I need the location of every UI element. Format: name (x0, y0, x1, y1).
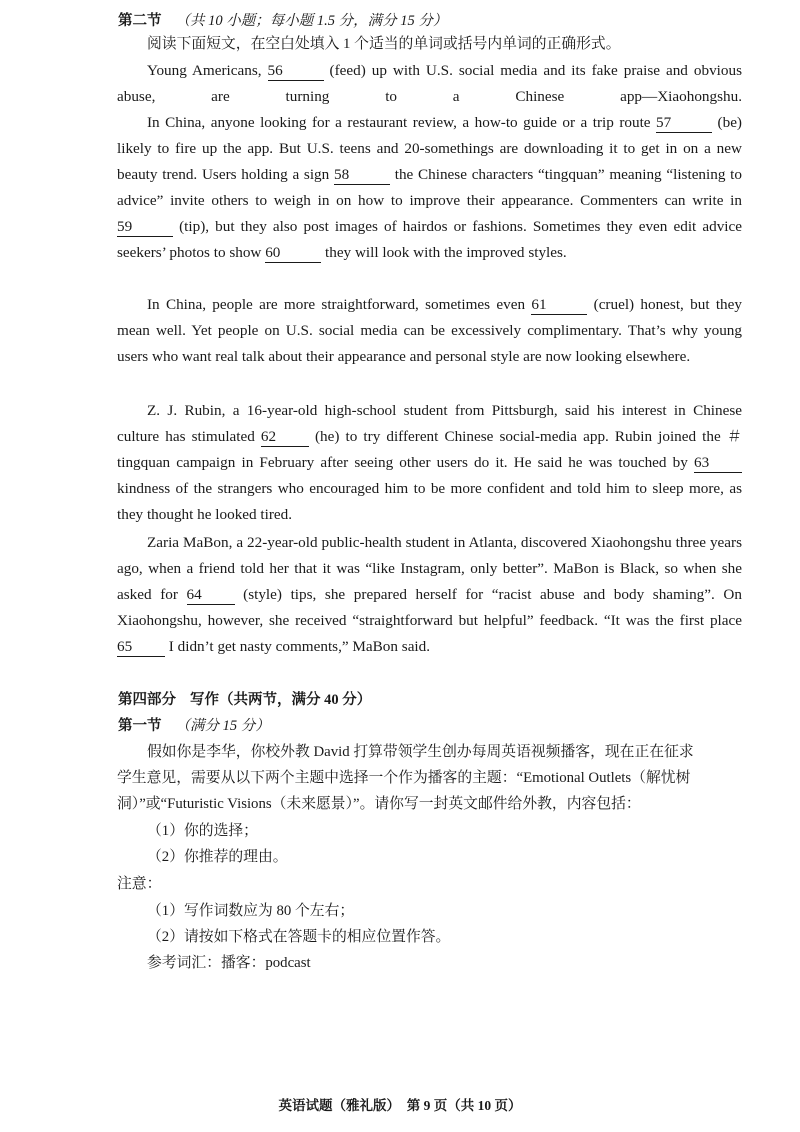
text-run: (cruel) honest, but they mean well. Yet people on U.S. social media can be excessively complimentary. That’s why young users who want real talk about their appearance and personal style are now looking elsewhere. (117, 296, 742, 365)
content-item-1: （1）你的选择； (147, 823, 258, 839)
prompt-line-3: 洞）”或“Futuristic Visions（未来愿景）”。请你写一封英文邮件给外教，内容包括： (117, 796, 641, 812)
section2-note: （共 10 小题；每小题 1.5 分，满分 15 分） (175, 13, 448, 29)
part4-heading (118, 690, 758, 710)
blank-57[interactable]: 57 (656, 113, 712, 133)
passage-paragraph-1 (117, 58, 742, 110)
text-run: Young Americans, (147, 62, 268, 79)
page-footer: 英语试题（雅礼版） 第 9 页（共 10 页） (278, 1098, 522, 1113)
prompt-line-2: 学生意见，需要从以下两个主题中选择一个作为播客的主题：“Emotional Outlets（解忧树 (117, 770, 691, 786)
text-run: they will look with the improved styles. (321, 244, 567, 261)
passage-paragraph-4 (117, 398, 742, 528)
section1-title: 第一节 (118, 718, 162, 734)
prompt-line-1: 假如你是李华，你校外教 David 打算带领学生创办每周英语视频播客，现在正在征求 (147, 744, 694, 760)
text-run: I didn’t get nasty comments,” MaBon said. (165, 638, 431, 655)
text-run: In China, people are more straightforward, sometimes even (147, 296, 532, 313)
section2-title: 第二节 (118, 13, 162, 29)
text-run: In China, anyone looking for a restaurant review, a how-to guide or a trip route (147, 114, 657, 131)
blank-65[interactable]: 65 (117, 637, 165, 657)
notes-label: 注意： (117, 876, 162, 892)
passage-paragraph-2 (117, 110, 742, 266)
blank-59[interactable]: 59 (117, 217, 173, 237)
text-run: (feed) up with U.S. social media and its fake praise and obvious abuse, are turning to a Chinese app—Xiaohongshu. (117, 62, 742, 105)
blank-64[interactable]: 64 (187, 585, 235, 605)
blank-60[interactable]: 60 (265, 243, 321, 263)
part4-title: 第四部分 (118, 692, 176, 708)
content-item-2: （2）你推荐的理由。 (147, 849, 288, 865)
section2-instruction: 阅读下面短文，在空白处填入 1 个适当的单词或括号内单词的正确形式。 (147, 36, 621, 52)
text-run: Zaria MaBon, a 22-year-old public-health student in Atlanta, discovered Xiaohongshu three years ago, when a friend told her that it was “like Instagram, only better”. MaBon is Black, so when she asked for (117, 534, 742, 603)
blank-63[interactable]: 63 (694, 453, 742, 473)
vocabulary-hint: 参考词汇：播客：podcast (147, 955, 311, 971)
writing-section1-heading (118, 716, 758, 736)
blank-58[interactable]: 58 (334, 165, 390, 185)
text-run: (he) to try different Chinese social-media app. Rubin joined the ＃tingquan campaign in February after seeing other users do it. He said he was touched by (117, 428, 742, 471)
part4-subtitle: 写作（共两节，满分 40 分） (190, 692, 372, 708)
text-run: (be) likely to fire up the app. But U.S. teens and 20-somethings are downloading it to get in on a new beauty trend. Users holding a sign (117, 114, 742, 183)
text-run: the Chinese characters “tingquan” meaning “listening to advice” invite others to weigh in on how to improve their appearance. Commenters can write in (117, 166, 742, 209)
text-run: (tip), but they also post images of hairdos or fashions. Sometimes they even edit advice seekers’ photos to show (117, 218, 742, 261)
section2-heading (118, 11, 758, 31)
text-run: Z. J. Rubin, a 16-year-old high-school student from Pittsburgh, said his interest in Chinese culture has stimulated (117, 402, 742, 445)
note-item-2: （2）请按如下格式在答题卡的相应位置作答。 (147, 929, 451, 945)
passage-paragraph-5 (117, 530, 742, 660)
section1-note: （满分 15 分） (175, 718, 270, 734)
blank-56[interactable]: 56 (268, 61, 324, 81)
passage-paragraph-3 (117, 292, 742, 370)
blank-61[interactable]: 61 (531, 295, 587, 315)
note-item-1: （1）写作词数应为 80 个左右； (147, 903, 355, 919)
text-run: (style) tips, she prepared herself for “racist abuse and body shaming”. On Xiaohongshu, however, she received “straightforward but helpful” feedback. “It was the first place (117, 586, 742, 629)
text-run: kindness of the strangers who encouraged him to be more confident and told him to sleep more, as they thought he looked tired. (117, 480, 742, 523)
blank-62[interactable]: 62 (261, 427, 309, 447)
